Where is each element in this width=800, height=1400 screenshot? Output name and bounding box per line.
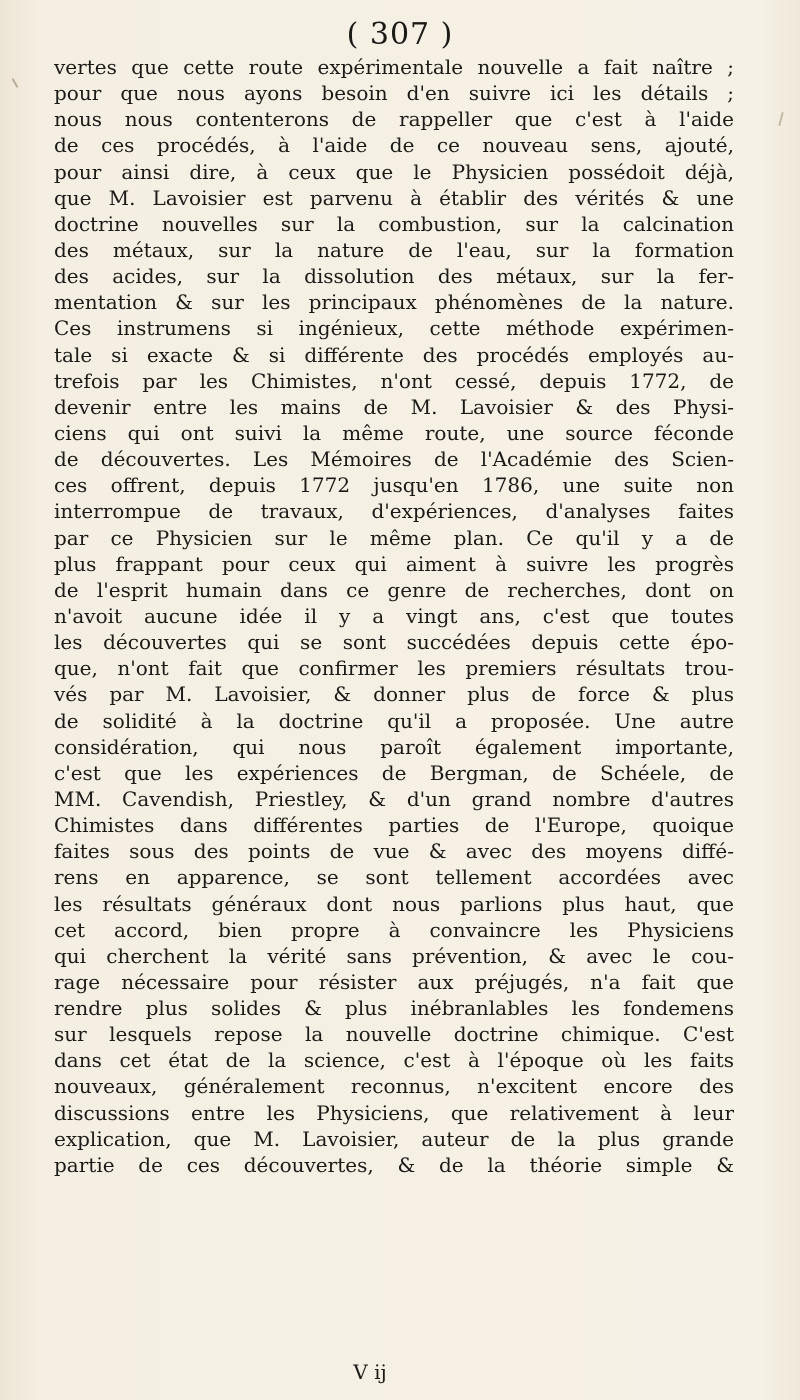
text-line: c'est que les expériences de Bergman, de Schéele, de	[54, 760, 734, 785]
text-line: devenir entre les mains de M. Lavoisier & des Physi-	[54, 394, 734, 419]
text-line: cet accord, bien propre à convaincre les Physiciens	[54, 917, 734, 942]
text-line: qui cherchent la vérité sans prévention, & avec le cou-	[54, 943, 734, 968]
text-line: ces offrent, depuis 1772 jusqu'en 1786, une suite non	[54, 473, 734, 498]
text-line: explication, que M. Lavoisier, auteur de la plus grande	[54, 1126, 734, 1151]
text-line: faites sous des points de vue & avec des moyens diffé-	[54, 839, 734, 864]
text-line: sur lesquels repose la nouvelle doctrine chimique. C'est	[54, 1022, 734, 1047]
text-line: de l'esprit humain dans ce genre de recherches, dont on	[54, 577, 734, 602]
text-line: les découvertes qui se sont succédées depuis cette épo-	[54, 630, 734, 655]
text-line: de ces procédés, à l'aide de ce nouveau sens, ajouté,	[54, 133, 734, 158]
text-line: les résultats généraux dont nous parlions plus haut, que	[54, 891, 734, 916]
text-line: trefois par les Chimistes, n'ont cessé, depuis 1772, de	[54, 368, 734, 393]
text-line: n'avoit aucune idée il y a vingt ans, c'est que toutes	[54, 603, 734, 628]
text-line: vés par M. Lavoisier, & donner plus de force & plus	[54, 682, 734, 707]
text-line: vertes que cette route expérimentale nouvelle a fait naître ;	[54, 55, 734, 79]
text-line: des métaux, sur la nature de l'eau, sur la formation	[54, 237, 734, 262]
text-line: rens en apparence, se sont tellement accordées avec	[54, 865, 734, 890]
text-line: rendre plus solides & plus inébranlables les fondemens	[54, 996, 734, 1021]
text-line: par ce Physicien sur le même plan. Ce qu'il y a de	[54, 525, 734, 550]
text-line: mentation & sur les principaux phénomènes de la nature.	[54, 290, 734, 315]
text-line: pour ainsi dire, à ceux que le Physicien possédoit déjà,	[54, 159, 734, 184]
text-line: doctrine nouvelles sur la combustion, sur la calcination	[54, 211, 734, 236]
text-line: nous nous contenterons de rappeller que c'est à l'aide	[54, 107, 734, 132]
text-line: ciens qui ont suivi la même route, une source féconde	[54, 420, 734, 445]
page-number: ( 307 )	[346, 17, 454, 52]
text-line: nouveaux, généralement reconnus, n'excitent encore des	[54, 1074, 734, 1099]
text-line: de solidité à la doctrine qu'il a proposée. Une autre	[54, 708, 734, 733]
margin-mark	[12, 78, 19, 88]
text-line: Ces instrumens si ingénieux, cette méthode expérimen-	[54, 316, 734, 341]
text-line: partie de ces découvertes, & de la théorie simple &	[54, 1152, 734, 1177]
text-line: interrompue de travaux, d'expériences, d'analyses faites	[54, 499, 734, 524]
text-line: Chimistes dans différentes parties de l'Europe, quoique	[54, 813, 734, 838]
text-line: tale si exacte & si différente des procédés employés au-	[54, 342, 734, 367]
text-line: des acides, sur la dissolution des métaux, sur la fer-	[54, 264, 734, 289]
text-line: que, n'ont fait que confirmer les premiers résultats trou-	[54, 656, 734, 681]
signature-mark: V ij	[353, 1360, 387, 1384]
text-line: considération, qui nous paroît également importante,	[54, 734, 734, 759]
text-line: rage nécessaire pour résister aux préjugés, n'a fait que	[54, 969, 734, 994]
stray-mark	[778, 112, 784, 126]
body-text	[54, 54, 734, 1178]
text-line: dans cet état de la science, c'est à l'époque où les faits	[54, 1048, 734, 1073]
text-line: de découvertes. Les Mémoires de l'Académie des Scien-	[54, 447, 734, 472]
text-line: discussions entre les Physiciens, que relativement à leur	[54, 1100, 734, 1125]
text-line: MM. Cavendish, Priestley, & d'un grand nombre d'autres	[54, 786, 734, 811]
text-line: que M. Lavoisier est parvenu à établir des vérités & une	[54, 185, 734, 210]
text-line: pour que nous ayons besoin d'en suivre ici les détails ;	[54, 81, 734, 106]
text-line: plus frappant pour ceux qui aiment à suivre les progrès	[54, 551, 734, 576]
